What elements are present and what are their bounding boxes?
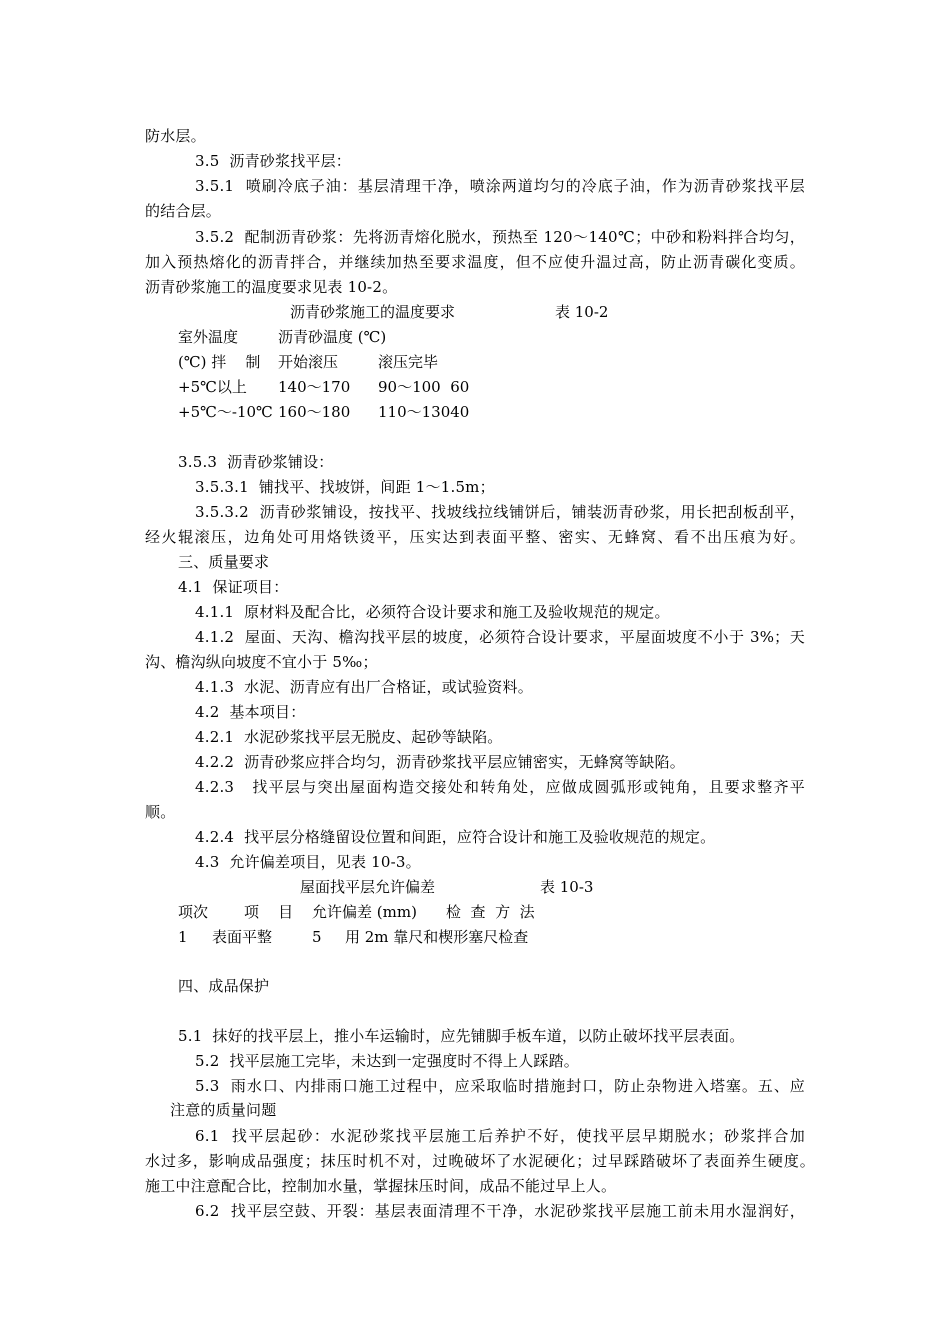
paragraph-line: 3.5.1 喷刷冷底子油：基层清理干净，喷涂两道均匀的冷底子油，作为沥青砂浆找平层 xyxy=(195,177,805,195)
table-cell: 160～180 xyxy=(278,403,351,421)
paragraph-line: 4.1.2 屋面、天沟、檐沟找平层的坡度，必须符合设计要求，平屋面坡度不小于 3%；天 xyxy=(195,628,805,646)
paragraph-line: 5.2 找平层施工完毕，未达到一定强度时不得上人踩踏。 xyxy=(195,1052,579,1070)
paragraph-line: 4.3 允许偏差项目，见表 10-3。 xyxy=(195,853,421,871)
table-header-cell: (℃) 拌 制 xyxy=(178,353,261,371)
table-number: 表 10-2 xyxy=(555,303,609,321)
table-cell: 90～100 60 xyxy=(378,378,470,396)
paragraph-line: 的结合层。 xyxy=(145,202,222,220)
paragraph-line: 6.1 找平层起砂：水泥砂浆找平层施工后养护不好，使找平层早期脱水；砂浆拌合加 xyxy=(195,1127,805,1145)
paragraph-line: 沟、檐沟纵向坡度不宜小于 5‰； xyxy=(145,653,378,671)
table-cell: 表面平整 xyxy=(212,928,273,946)
section-heading: 3.5.3 沥青砂浆铺设： xyxy=(178,453,334,471)
table-cell: +5℃～-10℃ xyxy=(178,403,273,421)
table-cell: 用 2m 靠尺和楔形塞尺检查 xyxy=(345,928,529,946)
table-header-cell: 沥青砂温度 (℃) xyxy=(278,328,387,346)
paragraph-line: 4.1.3 水泥、沥青应有出厂合格证，或试验资料。 xyxy=(195,678,533,696)
table-cell: 140～170 xyxy=(278,378,351,396)
paragraph-line: 顺。 xyxy=(145,803,176,821)
section-heading: 3.5 沥青砂浆找平层： xyxy=(195,152,351,170)
paragraph-line: 4.2.4 找平层分格缝留设位置和间距，应符合设计和施工及验收规范的规定。 xyxy=(195,828,716,846)
paragraph-line: 施工中注意配合比，控制加水量，掌握抹压时间，成品不能过早上人。 xyxy=(145,1177,617,1195)
section-heading: 4.2 基本项目： xyxy=(195,703,306,721)
table-cell: 1 xyxy=(178,928,188,946)
paragraph-line: 6.2 找平层空鼓、开裂：基层表面清理不干净，水泥砂浆找平层施工前未用水湿润好， xyxy=(195,1202,805,1220)
paragraph-line: 沥青砂浆施工的温度要求见表 10-2。 xyxy=(145,278,398,296)
paragraph-line: 水过多，影响成品强度；抹压时机不对，过晚破坏了水泥硬化；过早踩踏破坏了表面养生硬度。 xyxy=(145,1152,815,1170)
paragraph-line: 4.1.1 原材料及配合比，必须符合设计要求和施工及验收规范的规定。 xyxy=(195,603,670,621)
table-cell: +5℃以上 xyxy=(178,378,247,396)
paragraph-line: 5.1 抹好的找平层上，推小车运输时，应先铺脚手板车道，以防止破坏找平层表面。 xyxy=(178,1027,745,1045)
paragraph-line: 3.5.3.1 铺找平、找坡饼，间距 1～1.5m； xyxy=(195,478,495,496)
table-number: 表 10-3 xyxy=(540,878,594,896)
table-header-cell: 室外温度 xyxy=(178,328,239,346)
table-header-cell: 滚压完毕 xyxy=(378,353,439,371)
paragraph-line: 4.2.2 沥青砂浆应拌合均匀，沥青砂浆找平层应铺密实，无蜂窝等缺陷。 xyxy=(195,753,685,771)
paragraph-line: 加入预热熔化的沥青拌合，并继续加热至要求温度，但不应使升温过高，防止沥青碳化变质。 xyxy=(145,253,805,271)
paragraph-line: 经火辊滚压，边角处可用烙铁烫平，压实达到表面平整、密实、无蜂窝、看不出压痕为好。 xyxy=(145,528,805,546)
paragraph-line: 3.5.3.2 沥青砂浆铺设，按找平、找坡线拉线铺饼后，铺装沥青砂浆，用长把刮板刮平， xyxy=(195,503,805,521)
paragraph-line: 3.5.2 配制沥青砂浆：先将沥青熔化脱水，预热至 120～140℃；中砂和粉料拌合均匀， xyxy=(195,228,805,246)
table-header-cell: 项次 xyxy=(178,903,209,921)
paragraph-line: 4.2.3 找平层与突出屋面构造交接处和转角处，应做成圆弧形或钝角，且要求整齐平 xyxy=(195,778,805,796)
chapter-heading: 四、成品保护 xyxy=(178,977,270,995)
paragraph-line: 5.3 雨水口、内排雨口施工过程中，应采取临时措施封口，防止杂物进入塔塞。五、应 xyxy=(195,1077,805,1095)
table-cell: 110～13040 xyxy=(378,403,470,421)
section-heading: 4.1 保证项目： xyxy=(178,578,289,596)
paragraph-line: 防水层。 xyxy=(145,127,206,145)
table-header-cell: 开始滚压 xyxy=(278,353,339,371)
table-header-cell: 项 目 xyxy=(244,903,294,921)
paragraph-line: 4.2.1 水泥砂浆找平层无脱皮、起砂等缺陷。 xyxy=(195,728,503,746)
chapter-heading: 注意的质量问题 xyxy=(170,1101,277,1119)
table-caption: 沥青砂浆施工的温度要求 xyxy=(290,303,456,321)
table-cell: 5 xyxy=(312,928,322,946)
chapter-heading: 三、质量要求 xyxy=(178,553,270,571)
table-caption: 屋面找平层允许偏差 xyxy=(300,878,436,896)
table-header-cell: 检 查 方 法 xyxy=(446,903,535,921)
table-header-cell: 允许偏差 (mm) xyxy=(312,903,417,921)
